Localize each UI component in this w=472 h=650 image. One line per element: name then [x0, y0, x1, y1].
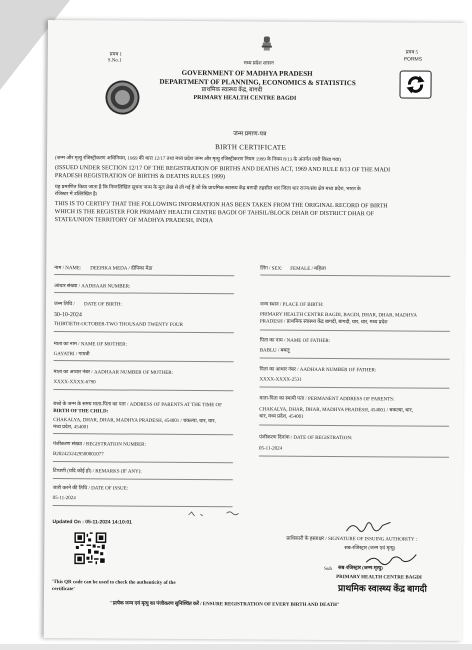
handwritten-marks	[187, 509, 247, 519]
birth-address-line2: मध्य प्रदेश, 454001	[53, 425, 89, 431]
sub-registrar-hi: सब-रजिस्ट्रार (जन्म एवं मृत्यु)	[344, 546, 396, 552]
issue-date-value: 05-11-2024	[52, 496, 76, 502]
permanent-address-label: माता-पिता का स्थायी पता / PERMANENT ADDRESS OF PARENTS:	[259, 396, 395, 403]
father-label: पिता का नाम / NAME OF FATHER:	[259, 338, 331, 344]
divider	[259, 386, 449, 388]
porms-label-en: PORMS	[403, 56, 423, 63]
mother-aadhaar-label: माता का आधार नंबर / AADHAAR NUMBER OF MOTHER:	[53, 370, 174, 376]
porms-logo	[399, 70, 431, 98]
form-number-hi: प्रपत्र 1	[109, 52, 122, 58]
signature-label: प्राधिकारी के हस्ताक्षर / SIGNATURE OF ISSUING AUTHORITY :	[286, 536, 417, 543]
centre-name-hi: प्राथमिक स्वास्थ्य केंद्र, बागदी	[201, 87, 263, 94]
name-value: DEEPIKA MEDA / दीपिका मेडा	[90, 266, 153, 272]
divider	[53, 433, 233, 435]
qr-code[interactable]	[74, 532, 106, 564]
divider	[259, 424, 449, 426]
department-name: DEPARTMENT OF PLANNING, ECONOMICS & STATISTICS	[159, 77, 356, 88]
scan-edge-bottom	[0, 644, 472, 650]
porms-label-hi: प्रपत्र 5	[405, 50, 418, 56]
divider	[54, 274, 234, 276]
stamp-signature	[364, 552, 424, 566]
footer-slogan: "प्रत्येक जन्म एवं मृत्यु का पंजीकरण सुनिश्चित करें / ENSURE REGISTRATION OF EVERY BIRTH AND DEATH"	[109, 601, 340, 609]
permanent-address-line1: CHAKALYA, DHAR, DHAR, MADHYA PRADESH, 454001 / चकल्या, धार,	[259, 407, 413, 414]
father-aadhaar-value: XXXX-XXXX-2531	[259, 377, 302, 383]
divider	[54, 360, 234, 362]
pob-line2: PRADESH / प्राथमिक स्वास्थ्य केंद्र बागदी, बागदी, धार, धार, मध्य प्रदेश	[259, 319, 388, 326]
govt-name-hi: मध्य प्रदेश शासन	[243, 61, 274, 67]
dob-label-hi: जन्म तिथि /	[53, 302, 75, 308]
issued-under-en-line2: PRADESH REGISTRATION OF BIRTHS & DEATHS RULES 1999)	[54, 173, 226, 181]
title-en: BIRTH CERTIFICATE	[215, 143, 287, 152]
certify-en-line2: WHICH IS THE REGISTER FOR PRIMARY HEALTH CENTRE BAGDI OF TAHSIL/BLOCK DHAR OF DISTRICT DHAR OF	[54, 209, 374, 218]
registration-number-value: B2024232429500001077	[52, 452, 104, 458]
birth-address-label-line2: BIRTH OF THE CHILD:	[53, 409, 109, 415]
birth-address-line1: CHAKALYA, DHAR, DHAR, MADHYA PRADESH, 454001 / चकल्या, धार, धार,	[53, 418, 216, 425]
stamp-line1: सब-रजिस्ट्रार (जन्म-मृत्यु)	[338, 566, 383, 572]
sex-value: FEMALE / महिला	[290, 266, 326, 272]
dob-label-en: DATE OF BIRTH:	[83, 302, 122, 308]
divider	[260, 274, 450, 276]
certify-hi-line1: यह प्रमाणित किया जाता है कि निम्नलिखित सूचना जन्म के मूल लेख से ली गई है जो कि प्राथमिक स्वास्थ्य केंद्र बागदी तहसील धार जिला धार राज्य/संघ क्षेत्र मध्य प्रदेश, भारत के	[54, 185, 361, 193]
sub-prefix: Sub	[324, 566, 332, 572]
permanent-address-line2: धार, मध्य प्रदेश, 454001	[259, 414, 304, 420]
certify-en-line1: THIS IS TO CERTIFY THAT THE FOLLOWING INFORMATION HAS BEEN TAKEN FROM THE ORIGINAL RECORD OF BIRTH	[54, 201, 388, 210]
registration-number-label: पंजीकरण संख्या / REGISTRATION NUMBER:	[53, 442, 146, 448]
title-hi: जन्म प्रमाण-पत्र	[233, 131, 267, 138]
registration-date-label: पंजीकरण दिनांक / DATE OF REGISTRATION:	[259, 435, 353, 442]
dob-words: THIRTIETH-OCTOBER-TWO THOUSAND TWENTY FOUR	[53, 322, 183, 328]
mother-aadhaar-value: XXXX-XXXX-6790	[53, 380, 96, 386]
divider	[54, 292, 234, 294]
govt-name-en: GOVERNMENT OF MADHYA PRADESH	[181, 68, 313, 78]
refresh-cycle-icon	[400, 71, 430, 97]
stamp-line3: प्राथमिक स्वास्थ्य केंद्र बागदी	[338, 583, 427, 594]
divider	[54, 331, 234, 333]
updated-on: Updated On : 05-11-2024 14:10:01	[52, 519, 132, 526]
pob-line1: PRIMARY HEALTH CENTRE BAGDI, BAGDI, DHAR, DHAR, MADHYA	[259, 312, 417, 319]
issued-under-hi: (जन्म और मृत्यु रजिस्ट्रीकरण अधिनियम, 1969 की धारा 12/17 तथा मध्य प्रदेश जन्म और मृत्यु रजिस्ट्रीकरण नियम 1999 के नियम 8/13 के अंतर्गत जारी किया गया)	[55, 156, 341, 164]
sex-label: लिंग / SEX:	[260, 266, 283, 272]
divider	[53, 505, 233, 507]
divider	[260, 357, 450, 359]
father-value: BABLU / बबलू	[259, 348, 290, 354]
qr-note-line2: certificate'	[52, 587, 75, 593]
qr-note-line1: 'This QR code can be used to check the authenticity of the	[52, 580, 176, 586]
pob-label: जन्म स्थान / PLACE OF BIRTH:	[259, 302, 324, 308]
issue-date-label: जारी करने की तिथि / DATE OF ISSUE:	[52, 486, 129, 492]
name-label: नाम / NAME:	[54, 266, 82, 272]
issued-under-en-line1: (ISSUED UNDER SECTION 12/17 OF THE REGISTRATION OF BIRTHS AND DEATHS ACT, 1969 AND RULE 8/13 OF THE MADI	[54, 165, 391, 174]
divider	[53, 389, 233, 391]
stamp-line2: PRIMARY HEALTH CENTRE BAGDI	[336, 575, 422, 581]
mother-value: GAYATRI / गायत्री	[53, 352, 90, 358]
divider	[53, 461, 233, 463]
divider	[260, 329, 450, 331]
remarks-label: टिप्पणी (यदि कोई हो) / REMARKS (IF ANY):	[52, 469, 142, 475]
certificate-page	[44, 20, 466, 641]
certify-en-line3: STATE/UNION TERRITORY OF MADHYA PRADESH, INDIA	[54, 217, 214, 225]
mother-label: माता का नाम / NAME OF MOTHER:	[53, 342, 127, 348]
divider	[259, 455, 449, 457]
national-emblem-icon	[261, 35, 273, 51]
father-aadhaar-label: पिता का आधार नंबर / AADHAAR NUMBER OF FATHER:	[259, 367, 377, 374]
birth-address-label-line1: बच्चे के जन्म के समय माता-पिता का पता / ADDRESS OF PARENTS AT THE TIME OF	[53, 402, 222, 409]
certify-hi-line2: रजिस्टर में उल्लिखित है।	[54, 192, 98, 198]
centre-name-en: PRIMARY HEALTH CENTRE BAGDI	[193, 95, 297, 102]
dob-value: 30-10-2024	[53, 312, 82, 319]
mp-government-seal	[105, 80, 139, 114]
authority-signature	[342, 519, 402, 535]
registration-date-value: 05-11-2024	[258, 446, 283, 452]
aadhaar-label: आधार संख्या / AADHAAR NUMBER:	[54, 284, 131, 290]
divider	[53, 478, 233, 480]
form-number-en: S.No.1	[107, 58, 122, 64]
